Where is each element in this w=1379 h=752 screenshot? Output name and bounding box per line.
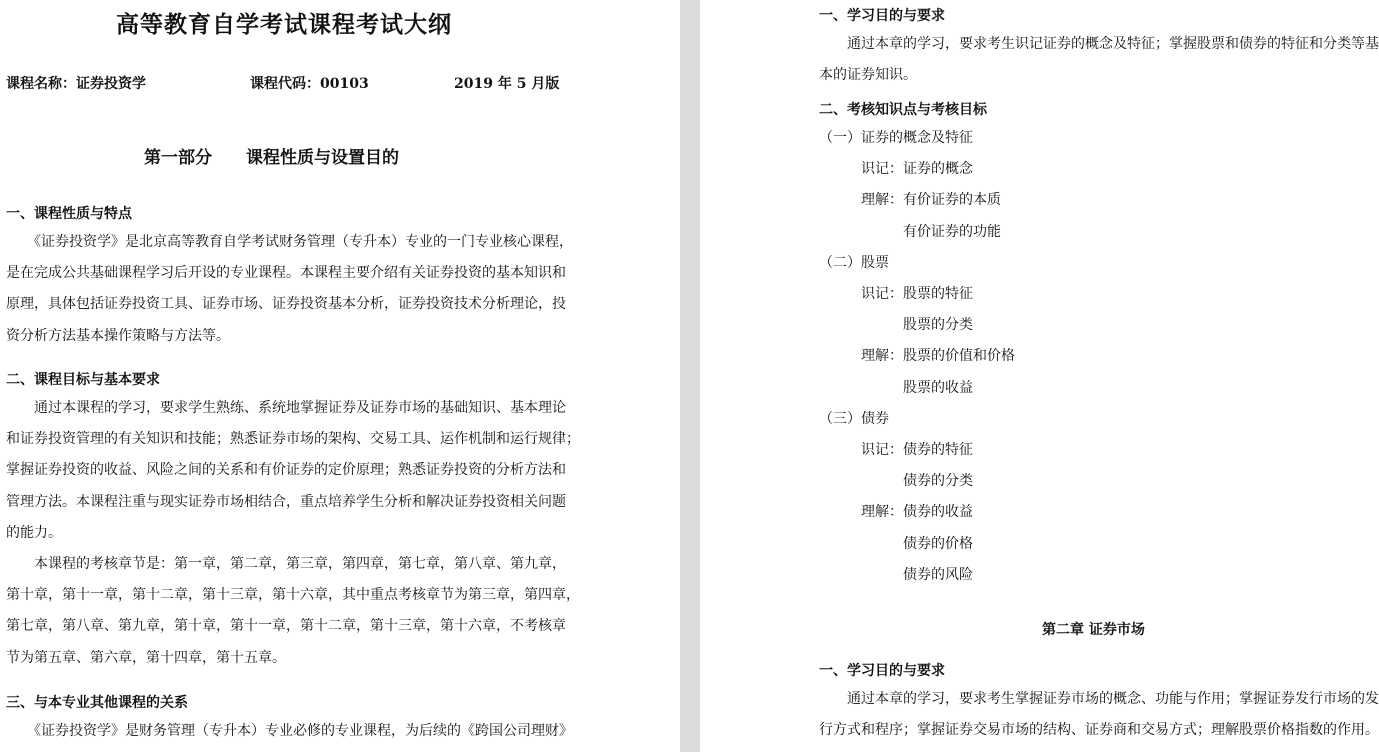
paragraph-line: 通过本章的学习，要求考生掌握证券市场的概念、功能与作用；掌握证券发行市场的发 bbox=[819, 691, 1379, 707]
course-code: 课程代码：00103 bbox=[250, 76, 369, 92]
paragraph-line: 本课程的考核章节是：第一章，第二章，第三章，第四章，第七章，第八章、第九章， bbox=[6, 556, 566, 573]
section-heading: 一、学习目的与要求 bbox=[819, 663, 945, 679]
paragraph-line: 管理方法。本课程注重与现实证券市场相结合，重点培养学生分析和解决证券投资相关问题 bbox=[6, 493, 566, 510]
paragraph-line: 是在完成公共基础课程学习后开设的专业课程。本课程主要介绍有关证券投资的基本知识和 bbox=[6, 265, 566, 282]
paragraph-line: 行方式和程序；掌握证券交易市场的结构、证券商和交易方式；理解股票价格指数的作用。 bbox=[819, 722, 1379, 739]
section-body bbox=[6, 716, 573, 747]
outline-item: 识记：证券的概念 bbox=[819, 161, 973, 178]
outline-item: 理解：债券的收益 bbox=[819, 504, 973, 521]
outline-item: 识记：股票的特征 bbox=[819, 286, 973, 303]
outline-item: 债券的价格 bbox=[819, 535, 973, 552]
section-heading: 二、考核知识点与考核目标 bbox=[819, 102, 987, 118]
outline-item: 债券的分类 bbox=[819, 473, 973, 490]
document-page-right bbox=[700, 0, 1379, 752]
section-heading: 一、学习目的与要求 bbox=[819, 8, 945, 24]
outline-item: 理解：股票的价值和价格 bbox=[819, 348, 1015, 365]
chapter-title: 第二章 证券市场 bbox=[1042, 622, 1145, 638]
outline-item: 债券的风险 bbox=[819, 566, 973, 583]
section-body bbox=[819, 29, 1379, 91]
section-body bbox=[6, 393, 580, 674]
section-heading: 一、课程性质与特点 bbox=[6, 206, 132, 222]
outline-item: （二）股票 bbox=[819, 254, 889, 271]
section-heading: 三、与本专业其他课程的关系 bbox=[6, 695, 188, 711]
paragraph-line: 《证券投资学》是财务管理（专升本）专业必修的专业课程，为后续的《跨国公司理财》 bbox=[6, 723, 573, 739]
outline-item: （三）债券 bbox=[819, 410, 889, 427]
paragraph-line: 本的证券知识。 bbox=[819, 67, 917, 84]
outline-item: 股票的收益 bbox=[819, 379, 973, 396]
document-page-left bbox=[0, 0, 680, 752]
paragraph-line: 资分析方法基本操作策略与方法等。 bbox=[6, 327, 230, 344]
part-title: 第一部分 课程性质与设置目的 bbox=[144, 148, 399, 168]
outline-item: 有价证券的功能 bbox=[819, 223, 1001, 240]
edition-date: 2019 年 5 月版 bbox=[454, 76, 560, 92]
paragraph-line: 原理，具体包括证券投资工具、证券市场、证券投资基本分析，证券投资技术分析理论，投 bbox=[6, 296, 566, 313]
section-body bbox=[6, 227, 573, 352]
paragraph-line: 通过本章的学习，要求考生识记证券的概念及特征；掌握股票和债券的特征和分类等基 bbox=[819, 36, 1379, 52]
section-heading: 二、课程目标与基本要求 bbox=[6, 372, 160, 388]
outline-item: 识记：债券的特征 bbox=[819, 442, 973, 459]
outline-item: 股票的分类 bbox=[819, 317, 973, 334]
paragraph-line: 掌握证券投资的收益、风险之间的关系和有价证券的定价原理；熟悉证券投资的分析方法和 bbox=[6, 462, 566, 479]
paragraph-line: 节为第五章、第六章，第十四章，第十五章。 bbox=[6, 649, 286, 666]
paragraph-line: 第十章，第十一章，第十二章，第十三章，第十六章，其中重点考核章节为第三章，第四章， bbox=[6, 587, 580, 604]
paragraph-line: 的能力。 bbox=[6, 524, 62, 541]
paragraph-line: 《证券投资学》是北京高等教育自学考试财务管理（专升本）专业的一门专业核心课程， bbox=[6, 234, 573, 250]
paragraph-line: 和证券投资管理的有关知识和技能；熟悉证券市场的架构、交易工具、运作机制和运行规律； bbox=[6, 431, 580, 448]
page-gap bbox=[680, 0, 700, 752]
course-name: 课程名称：证券投资学 bbox=[6, 76, 146, 92]
knowledge-outline bbox=[819, 123, 1015, 591]
paragraph-line: 第七章，第八章、第九章，第十章，第十一章，第十二章，第十三章，第十六章，不考核章 bbox=[6, 618, 566, 635]
paragraph-line: 通过本课程的学习，要求学生熟练、系统地掌握证券及证券市场的基础知识、基本理论 bbox=[6, 400, 566, 416]
outline-item: 理解：有价证券的本质 bbox=[819, 192, 1001, 209]
section-body bbox=[819, 684, 1379, 746]
outline-item: （一）证券的概念及特征 bbox=[819, 130, 973, 146]
document-title: 高等教育自学考试课程考试大纲 bbox=[116, 11, 452, 38]
